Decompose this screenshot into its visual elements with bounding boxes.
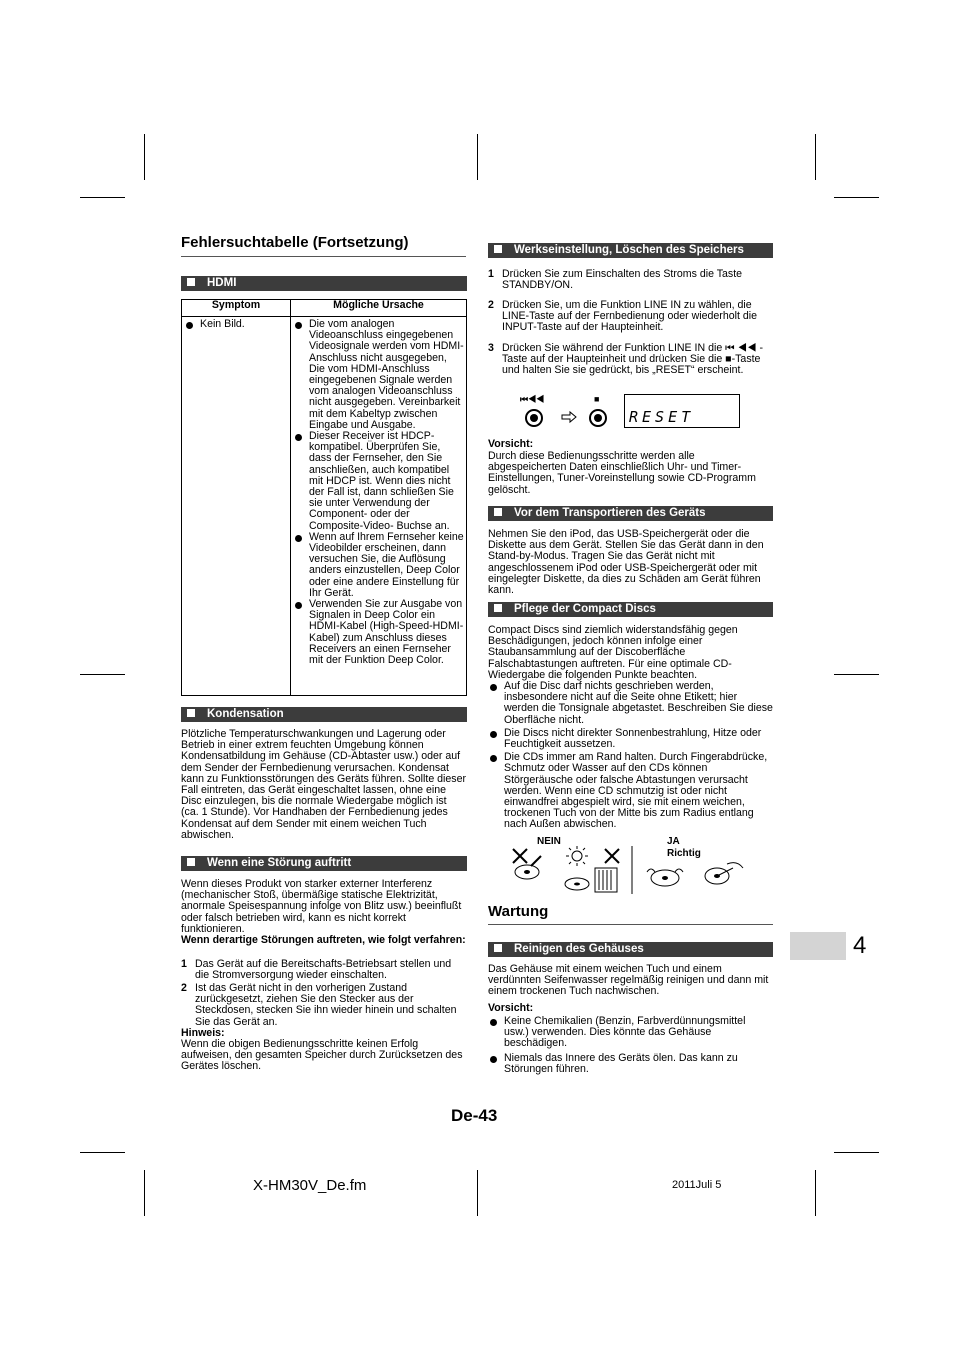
- cross-icon: [605, 849, 619, 863]
- square-bullet-icon: [494, 944, 502, 952]
- heater-icon: [595, 868, 617, 892]
- footer-date: 2011Juli 5: [672, 1179, 722, 1191]
- hinweis-text: Wenn die obigen Bedienungsschritte keinen Erfolg aufweisen, den gesamten Speicher durch Zurücksetzen des Gerätes löschen.: [181, 1038, 463, 1073]
- prev-button-icon: [526, 410, 542, 426]
- section-title: Fehlersuchtabelle (Fortsetzung): [181, 234, 409, 251]
- stoerung-step: 2 Ist das Gerät nicht in den vorherigen Zustand zurückgesetzt, ziehen Sie den Stecker aus der Steckdosen, stecken Sie ihn wieder hinein und schalten Sie das Gerät an.: [181, 982, 457, 1028]
- label-richtig: Richtig: [667, 848, 701, 859]
- label-ja: JA: [667, 836, 680, 847]
- col-symptom: Symptom: [182, 300, 291, 317]
- werks-step: 2 Drücken Sie, um die Funktion LINE IN zu wählen, die LINE-Taste auf der Fernbedienung oder wiederholt die INPUT-Taste auf der Haupteinheit.: [488, 299, 757, 334]
- chapter-number: 4: [853, 932, 867, 959]
- square-bullet-icon: [187, 278, 195, 286]
- crop-mark: [144, 134, 145, 180]
- pflege-heading: Pflege der Compact Discs: [488, 602, 773, 617]
- stoerung-text: Wenn dieses Produkt von starker externer Interferenz (mechanischer Stoß, übermäßige statische Elektrizität, anormale Speisespannung infolge von Blitz usw.) beeinflußt oder falsch betrieben wird, kann es nicht korrekt funktionieren.: [181, 878, 462, 935]
- crop-mark: [80, 1152, 125, 1153]
- werks-step: 3 Drücken Sie während der Funktion LINE IN die ⏮ ◀◀ -Taste auf der Haupteinheit und drücken Sie die ■-Taste und halten Sie sie gedrückt, bis „RESET“ erscheint.: [488, 342, 764, 377]
- wartung-title: Wartung: [488, 903, 549, 920]
- square-bullet-icon: [494, 508, 502, 516]
- crop-mark: [80, 674, 125, 675]
- kondensation-text: Plötzliche Temperaturschwankungen und Lagerung oder Betrieb in einer extrem feuchten Umgebung können Kondensatbildung im Gehäuse (CD-Abtaster usw.) oder auf dem Sender der Fernbedienung verursachen. Kondensat kann zu Funktionsstörungen des Geräts führen. Sollte dieser Fall eintreten, das Gerät eingeschaltet lassen, ohne eine Disc einzulegen, bis die normale Wiedergabe möglich ist (ca. 1 Stunde). Vor Handhaben der Fernbedienung jedes Kondensat auf dem Sender mit einem weichen Tuch abwischen.: [181, 728, 467, 841]
- pflege-bullet: Die CDs immer am Rand halten. Durch Fingerabdrücke, Schmutz oder Wasser auf den CDs können Störgeräusche oder falsche Abtastungen verursacht werden. Wenn eine CD schmutzig ist oder nicht einwandfrei abgespielt wird, sie mit einem weichen, trockenen Tuch von der Mitte bis zum Radius entlang nach Außen abwischen.: [488, 752, 773, 830]
- crop-mark: [80, 197, 125, 198]
- symptom-item: Kein Bild.: [184, 319, 288, 330]
- square-bullet-icon: [187, 858, 195, 866]
- gehaeuse-bullets: [488, 1016, 758, 1075]
- pflege-bullets: [488, 681, 773, 831]
- hdmi-heading: HDMI: [181, 276, 467, 291]
- crop-mark: [815, 1170, 816, 1216]
- hinweis-label: Hinweis:: [181, 1027, 225, 1039]
- vorsicht-label: Vorsicht:: [488, 1002, 534, 1014]
- page-number: De-43: [451, 1106, 498, 1125]
- cause-item: Verwenden Sie zur Ausgabe von Signalen in Deep Color ein HDMI-Kabel (High-Speed-HDMI-Kabel) zum Anschluss dieses Receivers an einen Fernseher mit der Funktion Deep Color.: [293, 599, 464, 666]
- arrow-right-icon: [562, 412, 576, 422]
- pflege-bullet: Auf die Disc darf nichts geschrieben werden, insbesondere nicht auf die Seite ohne Etikett; hier werden die Tonsignale abgetastet. Beschreiben Sie diese Oberfläche nicht.: [488, 681, 773, 726]
- crop-mark: [144, 1170, 145, 1216]
- stoerung-heading: Wenn eine Störung auftritt: [181, 856, 467, 871]
- symptom-cell: [182, 317, 291, 696]
- sun-icon: [566, 846, 588, 866]
- stop-label: ■: [594, 394, 600, 404]
- cause-item: Dieser Receiver ist HDCP-kompatibel. Überprüfen Sie, dass der Fernseher, den Sie anschließen, auch kompatibel mit HDCP ist. Wenn dies nicht der Fall ist, dann schließen Sie sie unter Verwendung der Component- oder der Composite-Video- Buchse an.: [293, 431, 464, 532]
- stoerung-bold-line: Wenn derartige Störungen auftreten, wie folgt verfahren:: [181, 934, 466, 946]
- disc-icon: [565, 878, 589, 890]
- disc-wiping-icon: [705, 863, 743, 884]
- pflege-intro: Compact Discs sind ziemlich widerstandsfähig gegen Beschädigungen, jedoch können infolge einer Staubansammlung auf der Discoberfläche Falschabtastungen auftreten. Für eine optimale CD-Wiedergabe die folgenden Punkte beachten.: [488, 624, 738, 681]
- title-rule: [488, 924, 773, 925]
- cross-icon: [513, 849, 527, 863]
- label-nein: NEIN: [537, 836, 561, 847]
- gehaeuse-text: Das Gehäuse mit einem weichen Tuch und einem verdünnten Seifenwasser regelmäßig reinigen und dann mit einem trockenen Tuch nachwischen.: [488, 963, 769, 998]
- transport-text: Nehmen Sie den iPod, das USB-Speichergerät oder die Diskette aus dem Gerät. Stellen Sie das Gerät dann in den Stand-by-Modus. Tragen Sie das Gerät nicht mit angeschlossenem iPod oder USB-Speichergerät oder mit eingelegter Diskette, da dies zu Schäden am Gerät führen kann.: [488, 528, 764, 597]
- prev-label: ⏮◀◀: [520, 394, 545, 404]
- disc-care-illustration: [505, 846, 755, 896]
- hdmi-table: [181, 299, 467, 696]
- stoerung-step: 1 Das Gerät auf die Bereitschafts-Betriebsart stellen und die Stromversorgung wieder einschalten.: [181, 958, 452, 982]
- display-text: RESET: [629, 408, 695, 426]
- title-rule: [181, 256, 466, 257]
- display-panel: [624, 394, 740, 428]
- crop-mark: [477, 1170, 478, 1216]
- gehaeuse-bullet: Niemals das Innere des Geräts ölen. Das kann zu Störungen führen.: [488, 1053, 758, 1075]
- kondensation-heading: Kondensation: [181, 707, 467, 722]
- stop-button-icon: [590, 410, 606, 426]
- square-bullet-icon: [187, 709, 195, 717]
- transport-heading: Vor dem Transportieren des Geräts: [488, 506, 773, 521]
- col-cause: Mögliche Ursache: [291, 300, 467, 317]
- gehaeuse-heading: Reinigen des Gehäuses: [488, 942, 773, 957]
- crop-mark: [834, 1152, 879, 1153]
- vorsicht-text: Durch diese Bedienungsschritte werden alle abgespeicherten Daten einschließlich Uhr- und Timer-Einstellungen, Tuner-Voreinstellung sowie CD-Programm gelöscht.: [488, 450, 756, 496]
- cause-item: Die vom analogen Videoanschluss eingegebenen Videosignale werden vom HDMI-Anschluss nicht ausgegeben, Die vom HDMI-Anschluss eingegebenen Signale werden vom analogen Videoanschluss nicht ausgegeben. Vereinbarkeit mit dem Kabeltyp zwischen Eingabe und Ausgabe.: [293, 319, 464, 431]
- gehaeuse-bullet: Keine Chemikalien (Benzin, Farbverdünnungsmittel usw.) verwenden. Dies könnte das Gehäuse beschädigen.: [488, 1016, 758, 1050]
- disc-writing-icon: [515, 856, 541, 879]
- cause-cell: [291, 317, 467, 696]
- disc-held-icon: [647, 869, 683, 886]
- button-illustration: [520, 405, 620, 431]
- footer-filename: X-HM30V_De.fm: [253, 1177, 367, 1194]
- chapter-tab: [790, 932, 846, 960]
- square-bullet-icon: [494, 604, 502, 612]
- crop-mark: [834, 197, 879, 198]
- square-bullet-icon: [494, 245, 502, 253]
- werks-step: 1 Drücken Sie zum Einschalten des Stroms die Taste STANDBY/ON.: [488, 268, 743, 292]
- cause-item: Wenn auf Ihrem Fernseher keine Videobilder erscheinen, dann versuchen Sie, die Auflösung anders einzustellen, Deep Color oder eine andere Einstellung für Ihr Gerät.: [293, 532, 464, 599]
- crop-mark: [815, 134, 816, 180]
- crop-mark: [477, 134, 478, 180]
- crop-mark: [834, 674, 879, 675]
- vorsicht-label: Vorsicht:: [488, 438, 534, 450]
- pflege-bullet: Die Discs nicht direkter Sonnenbestrahlung, Hitze oder Feuchtigkeit aussetzen.: [488, 728, 773, 750]
- werks-heading: Werkseinstellung, Löschen des Speichers: [488, 243, 773, 258]
